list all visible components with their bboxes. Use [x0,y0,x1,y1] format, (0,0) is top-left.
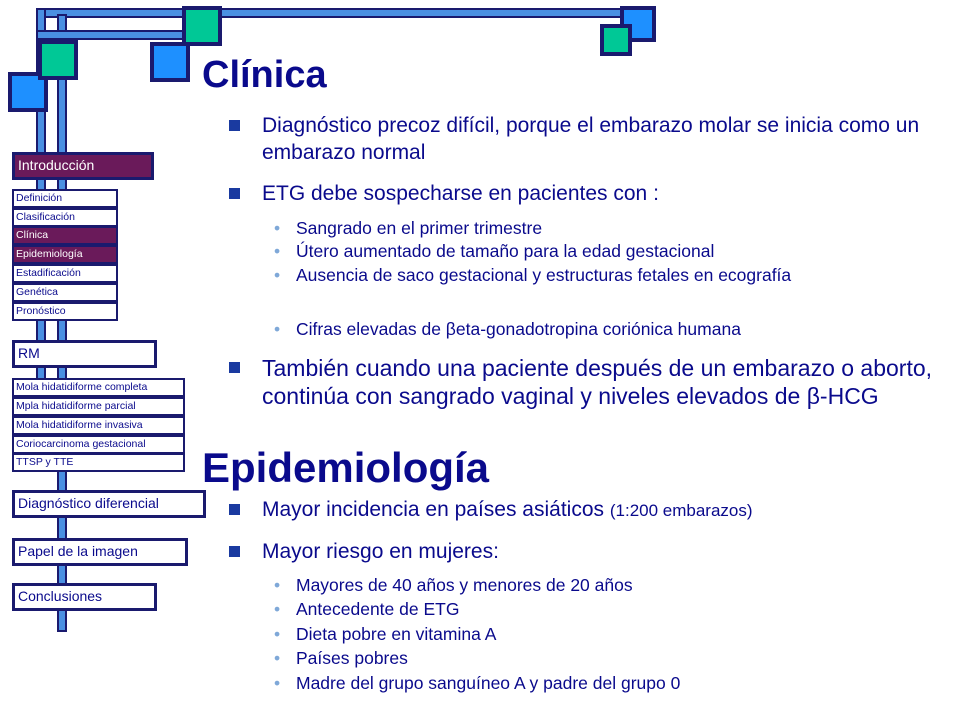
epidemiologia-sub-1-text: Mayores de 40 años y menores de 20 años [296,575,633,595]
nav-papel-imagen[interactable]: Papel de la imagen [12,538,188,566]
clinica-bullet-3-text: También cuando una paciente después de un embarazo o aborto, continúa con sangrado vaginal y niveles elevados de β-HCG [262,355,933,409]
dot-bullet-icon: • [274,673,281,693]
decor-square-blue-2 [150,42,190,82]
dot-bullet-icon: • [274,599,281,619]
clinica-sub-1-text: Sangrado en el primer trimestre [296,218,543,238]
square-bullet-icon [229,362,240,373]
nav-item-ttsp-tte[interactable]: TTSP y TTE [12,453,185,472]
nav-conclusiones[interactable]: Conclusiones [12,583,157,611]
nav-rm[interactable]: RM [12,340,157,368]
epidemiologia-sub-2-text: Antecedente de ETG [296,599,460,619]
nav-introduccion[interactable]: Introducción [12,152,154,180]
nav-item-pronostico[interactable]: Pronóstico [12,302,118,321]
epidemiologia-bullet-1-small: (1:200 embarazos) [609,501,753,520]
epidemiologia-sub-2 [274,599,904,620]
dot-bullet-icon: • [274,575,281,595]
clinica-sub-4-text: Cifras elevadas de βeta-gonadotropina coriónica humana [296,319,741,339]
clinica-bullet-3 [229,354,953,410]
nav-item-estadificacion[interactable]: Estadificación [12,264,118,283]
decor-square-green-2 [182,6,222,46]
decor-square-green-3 [600,24,632,56]
clinica-bullet-2-text: ETG debe sospecharse en pacientes con : [262,182,659,205]
epidemiologia-bullet-1-text [262,496,957,524]
epidemiologia-sub-4 [274,648,904,669]
dot-bullet-icon: • [274,319,281,339]
epidemiologia-bullet-1 [229,496,957,524]
clinica-bullet-1 [229,112,949,166]
epidemiologia-sub-3 [274,624,904,645]
nav-item-genetica[interactable]: Genética [12,283,118,302]
square-bullet-icon [229,120,240,131]
dot-bullet-icon: • [274,624,281,644]
epidemiologia-bullet-1-main: Mayor incidencia en países asiáticos [262,498,605,521]
nav-item-mola-completa[interactable]: Mola hidatidiforme completa [12,378,185,397]
square-bullet-icon [229,546,240,557]
decor-top-bar [36,8,652,18]
square-bullet-icon [229,188,240,199]
clinica-sub-3-text: Ausencia de saco gestacional y estructuras fetales en ecografía [296,265,792,285]
section-title-clinica: Clínica [202,54,327,96]
clinica-sub-3 [274,265,884,286]
clinica-sub-2-text: Útero aumentado de tamaño para la edad gestacional [296,241,715,261]
clinica-bullet-1-text: Diagnóstico precoz difícil, porque el embarazo molar se inicia como un embarazo normal [262,114,920,164]
decor-square-green-1 [38,40,78,80]
dot-bullet-icon: • [274,648,281,668]
decor-bar-2 [36,30,206,40]
nav-item-definicion[interactable]: Definición [12,189,118,208]
nav-item-mola-parcial[interactable]: Mpla hidatidiforme parcial [12,397,185,416]
clinica-sub-4 [274,319,924,340]
nav-item-epidemiologia[interactable]: Epidemiología [12,245,118,264]
epidemiologia-sub-1 [274,575,904,596]
section-title-epidemiologia: Epidemiología [202,444,490,491]
epidemiologia-sub-5-text: Madre del grupo sanguíneo A y padre del grupo 0 [296,673,681,693]
epidemiologia-sub-5 [274,673,904,694]
dot-bullet-icon: • [274,218,281,238]
epidemiologia-bullet-2-text: Mayor riesgo en mujeres: [262,540,499,563]
nav-item-clasificacion[interactable]: Clasificación [12,208,118,227]
dot-bullet-icon: • [274,265,281,285]
nav-item-mola-invasiva[interactable]: Mola hidatidiforme invasiva [12,416,185,435]
clinica-sub-1 [274,218,904,239]
dot-bullet-icon: • [274,241,281,261]
epidemiologia-sub-4-text: Países pobres [296,648,408,668]
epidemiologia-sub-3-text: Dieta pobre en vitamina A [296,624,497,644]
nav-item-coriocarcinoma[interactable]: Coriocarcinoma gestacional [12,435,185,454]
nav-diagnostico-diferencial[interactable]: Diagnóstico diferencial [12,490,206,518]
clinica-bullet-2 [229,180,949,207]
square-bullet-icon [229,504,240,515]
nav-item-clinica[interactable]: Clínica [12,226,118,245]
clinica-sub-2 [274,241,904,262]
epidemiologia-bullet-2 [229,538,949,565]
